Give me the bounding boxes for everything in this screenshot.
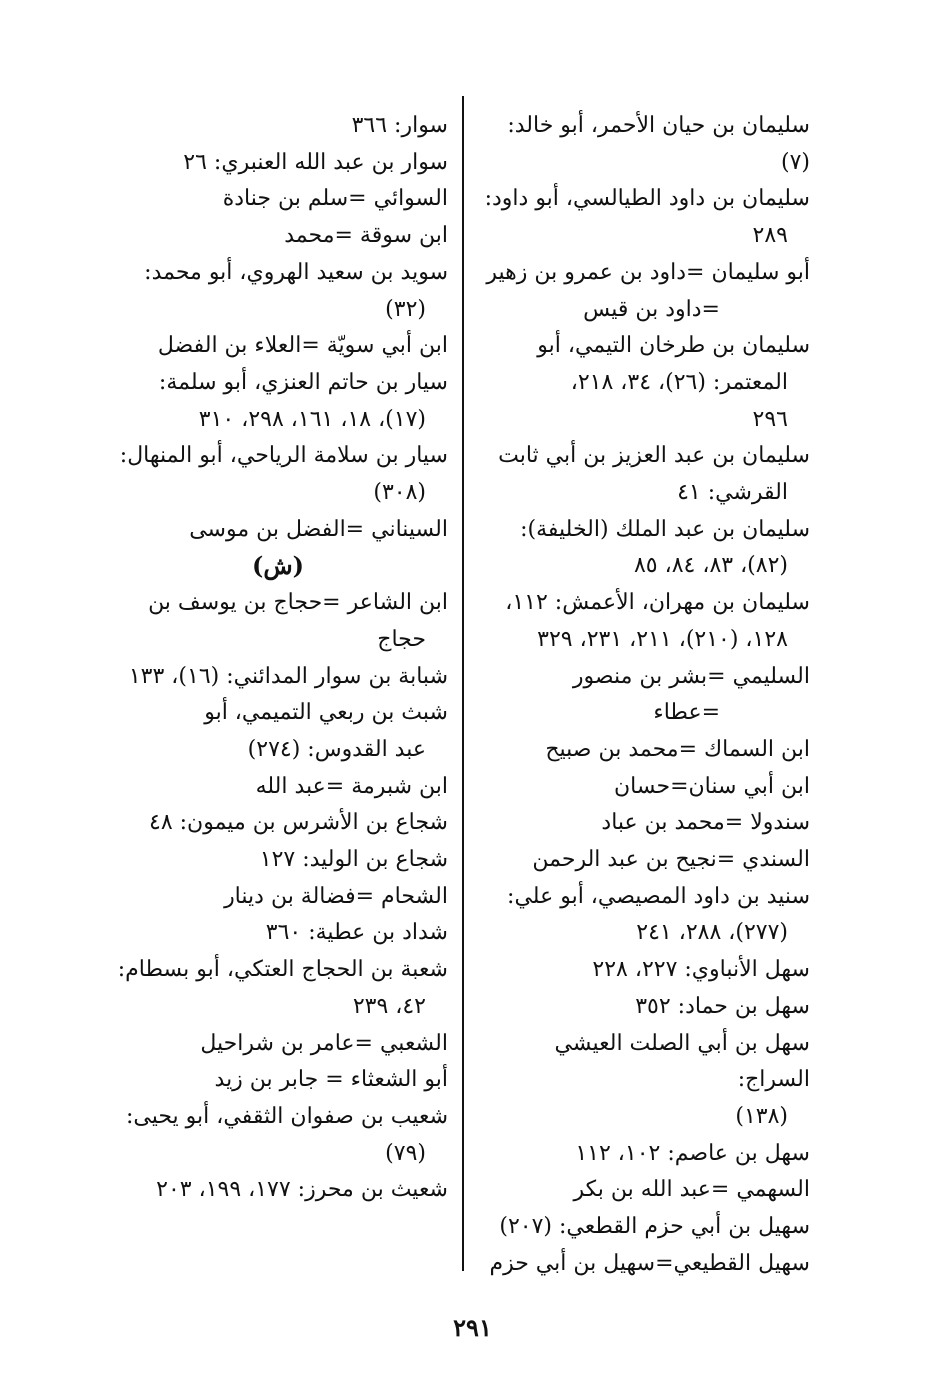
entry-continuation-line: ٢٨٩ (752, 223, 788, 249)
index-entry (108, 218, 448, 255)
index-entry (480, 695, 810, 732)
entry-continuation-line: (٣٢) (385, 296, 426, 322)
entry-line: السندي =نجيح بن عبد الرحمن (532, 847, 810, 873)
index-entry (480, 1246, 810, 1283)
index-entry (480, 805, 810, 842)
entry-line: سندولا =محمد بن عباد (601, 810, 810, 836)
entry-continuation-line: (١٧)، ١٨، ١٦١، ٢٩٨، ٣١٠ (198, 406, 426, 432)
entry-line: السوائي =سلم بن جنادة (222, 186, 448, 212)
index-entry (108, 879, 448, 916)
index-entry (108, 842, 448, 879)
entry-line: شعيث بن محرز: ١٧٧، ١٩٩، ٢٠٣ (156, 1177, 448, 1203)
index-entry (108, 438, 448, 511)
entry-line: سليمان بن طرخان التيمي، أبو (537, 333, 810, 359)
index-entry (480, 512, 810, 585)
entry-line: سهل الأنباوي: ٢٢٧، ٢٢٨ (592, 957, 810, 983)
entry-continuation-line: (١٣٨) (735, 1103, 788, 1129)
index-entry (480, 1026, 810, 1136)
entry-line: شجاع بن الأشرس بن ميمون: ٤٨ (149, 810, 448, 836)
index-entry (480, 1136, 810, 1173)
index-entry (108, 1062, 448, 1099)
entry-line: ابن السماك =محمد بن صبيح (545, 736, 810, 762)
entry-continuation-line: (٨٢)، ٨٣، ٨٤، ٨٥ (633, 553, 788, 579)
entry-line: (ش) (251, 551, 304, 581)
index-entry (108, 695, 448, 768)
index-entry (480, 108, 810, 181)
index-entry (480, 1209, 810, 1246)
entry-line: شبث بن ربعي التميمي، أبو (204, 700, 448, 726)
entry-continuation-line: حجاج (377, 626, 426, 652)
entry-continuation-line: ٤٢، ٢٣٩ (352, 993, 426, 1019)
entry-line: سليمان بن حيان الأحمر، أبو خالد: (٧) (507, 113, 810, 175)
entry-continuation-line: المعتمر: (٢٦)، ٣٤، ٢١٨، (570, 369, 788, 395)
index-entry (108, 328, 448, 365)
entry-line: سليمان بن عبد العزيز بن أبي ثابت (498, 443, 810, 469)
page-number: ٢٩١ (453, 1313, 492, 1342)
entry-line: سهل بن أبي الصلت العيشي السراج: (554, 1030, 810, 1093)
index-entry (108, 365, 448, 438)
entry-line: أبو الشعثاء = جابر بن زيد (214, 1067, 448, 1093)
index-entry (480, 842, 810, 879)
index-entry (108, 915, 448, 952)
entry-line: سوار: ٣٦٦ (351, 113, 448, 138)
entry-line: السيناني =الفضل بن موسى (189, 516, 448, 542)
entry-line: سيار بن حاتم العنزي، أبو سلمة: (158, 369, 448, 395)
index-entry (108, 1026, 448, 1063)
entry-continuation-line: ١٢٨، (٢١٠)، ٢١١، ٢٣١، ٣٢٩ (537, 626, 788, 652)
index-entry (108, 585, 448, 658)
entry-line: ابن أبي سنان=حسان (614, 773, 810, 799)
entry-continuation-line: ٢٩٦ (752, 406, 788, 432)
index-entry (480, 181, 810, 254)
entry-line: سهل بن عاصم: ١٠٢، ١١٢ (575, 1140, 810, 1166)
entry-line: شعيب بن صفوان الثقفي، أبو يحيى: (125, 1103, 448, 1129)
section-heading (108, 548, 448, 585)
entry-line: أبو سليمان =داود بن عمرو بن زهير (486, 259, 810, 285)
index-entry (108, 1099, 448, 1172)
entry-line: شجاع بن الوليد: ١٢٧ (259, 847, 448, 873)
entry-continuation-line: (٣٠٨) (373, 480, 426, 506)
index-entry (480, 769, 810, 806)
index-entry (480, 438, 810, 511)
entry-line: سهيل القطيعي=سهيل بن أبي حزم (489, 1250, 810, 1276)
entry-line: سليمان بن داود الطيالسي، أبو داود: (484, 186, 810, 212)
index-entry (480, 879, 810, 952)
index-entry (480, 255, 810, 292)
entry-line: سهيل بن أبي حزم القطعي: (٢٠٧) (499, 1214, 810, 1240)
entry-line: شبابة بن سوار المدائني: (١٦)، ١٣٣ (128, 663, 448, 689)
index-entry (480, 989, 810, 1026)
index-entry (480, 659, 810, 696)
index-entry (480, 952, 810, 989)
index-entry (108, 769, 448, 806)
entry-line: الشعبي =عامر بن شراحيل (200, 1030, 448, 1056)
entry-continuation-line: القرشي: ٤١ (677, 480, 788, 506)
column-divider (462, 96, 464, 1271)
index-entry (108, 108, 448, 145)
right-column (480, 108, 810, 1283)
index-entry (108, 952, 448, 1025)
index-entry (480, 292, 810, 329)
entry-line: سويد بن سعيد الهروي، أبو محمد: (144, 259, 448, 285)
entry-continuation-line: عبد القدوس: (٢٧٤) (247, 736, 426, 762)
entry-line: ابن أبي سويّة =العلاء بن الفضل (157, 333, 448, 359)
entry-line: ابن شبرمة =عبد الله (255, 773, 448, 799)
index-entry (480, 1172, 810, 1209)
entry-line: سيار بن سلامة الرياحي، أبو المنهال: (119, 443, 448, 469)
entry-line: =عطاء (653, 700, 720, 726)
entry-line: =داود بن قيس (583, 296, 720, 322)
index-entry (480, 732, 810, 769)
left-column (108, 108, 448, 1209)
index-entry (108, 659, 448, 696)
entry-line: ابن الشاعر =حجاج بن يوسف بن (148, 590, 448, 616)
index-entry (108, 145, 448, 182)
entry-continuation-line: (٧٩) (385, 1140, 426, 1166)
entry-line: سليمان بن عبد الملك (الخليفة): (520, 516, 810, 542)
index-entry (108, 512, 448, 549)
entry-line: شعبة بن الحجاج العتكي، أبو بسطام: (117, 957, 448, 983)
entry-line: سهل بن حماد: ٣٥٢ (635, 993, 810, 1019)
index-entry (480, 585, 810, 658)
entry-line: السليمي =بشر بن منصور (572, 663, 810, 689)
entry-line: شداد بن عطية: ٣٦٠ (265, 920, 448, 946)
index-entry (480, 328, 810, 438)
index-entry (108, 181, 448, 218)
entry-line: السهمي =عبد الله بن بكر (573, 1177, 810, 1203)
index-entry (108, 1172, 448, 1209)
entry-line: ابن سوقة =محمد (284, 223, 448, 249)
index-entry (108, 255, 448, 328)
entry-continuation-line: (٢٧٧)، ٢٨٨، ٢٤١ (636, 920, 788, 946)
entry-line: سنيد بن داود المصيصي، أبو علي: (507, 883, 810, 909)
entry-line: الشحام =فضالة بن دينار (224, 883, 448, 909)
entry-line: سليمان بن مهران، الأعمش: ١١٢، (505, 590, 810, 616)
entry-line: سوار بن عبد الله العنبري: ٢٦ (183, 149, 448, 175)
index-entry (108, 805, 448, 842)
